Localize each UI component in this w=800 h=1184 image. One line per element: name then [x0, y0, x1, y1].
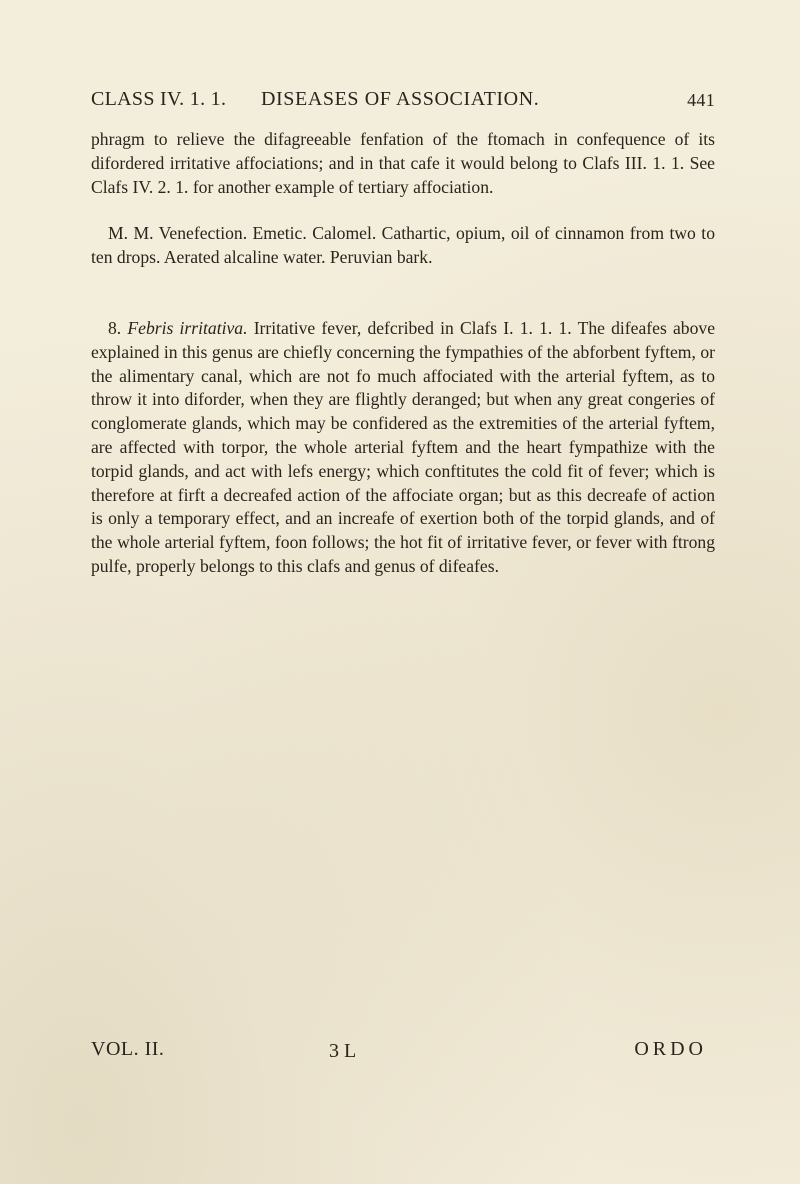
section-number: 8.: [108, 318, 122, 338]
page-number: 441: [687, 90, 715, 110]
section-term: Febris irritativa.: [127, 318, 248, 338]
catchword: ORDO: [634, 1038, 707, 1060]
class-reference: CLASS IV. 1. 1.: [91, 88, 227, 110]
paragraph-febris-irritativa: [91, 317, 715, 579]
running-header: [91, 88, 715, 116]
running-title: DISEASES OF ASSOCIATION.: [261, 88, 540, 110]
page-footer: [91, 1038, 715, 1066]
signature-mark: 3 L: [329, 1040, 357, 1062]
paragraph-continuation: phragm to relieve the difagreeable fenfation of the ftomach in confequence of its difordered irritative affociations; and in that cafe it would belong to Clafs III. 1. 1. See Clafs IV. 2. 1. for another example of tertiary affociation.: [91, 129, 715, 197]
section-body: Irritative fever, defcribed in Clafs I. 1. 1. 1. The difeafes above explained in this genus are chiefly concerning the fympathies of the abforbent fyftem, or the alimentary canal, which are not fo much affociated with the arterial fyftem, as to throw it into diforder, when they are flightly deranged; but when any great congeries of conglomerate glands, which may be confidered as the extremities of the arterial fyftem, are affected with torpor, the whole arterial fyftem and the heart fympathize with the torpid glands, and act with lefs energy; which conftitutes the cold fit of fever; which is therefore at firft a decreafed action of the affociate organ; but as this decreafe of action is only a temporary effect, and an increafe of exertion both of the torpid glands, and of the whole arterial fyftem, foon follows; the hot fit of irritative fever, or fever with ftrong pulfe, properly belongs to this clafs and genus of difeafes.: [91, 318, 716, 576]
volume-label: VOL. II.: [91, 1038, 165, 1060]
paragraph-materia-medica: M. M. Venefection. Emetic. Calomel. Cathartic, opium, oil of cinnamon from two to ten drops. Aerated alcaline water. Peruvian bark.: [91, 223, 715, 267]
